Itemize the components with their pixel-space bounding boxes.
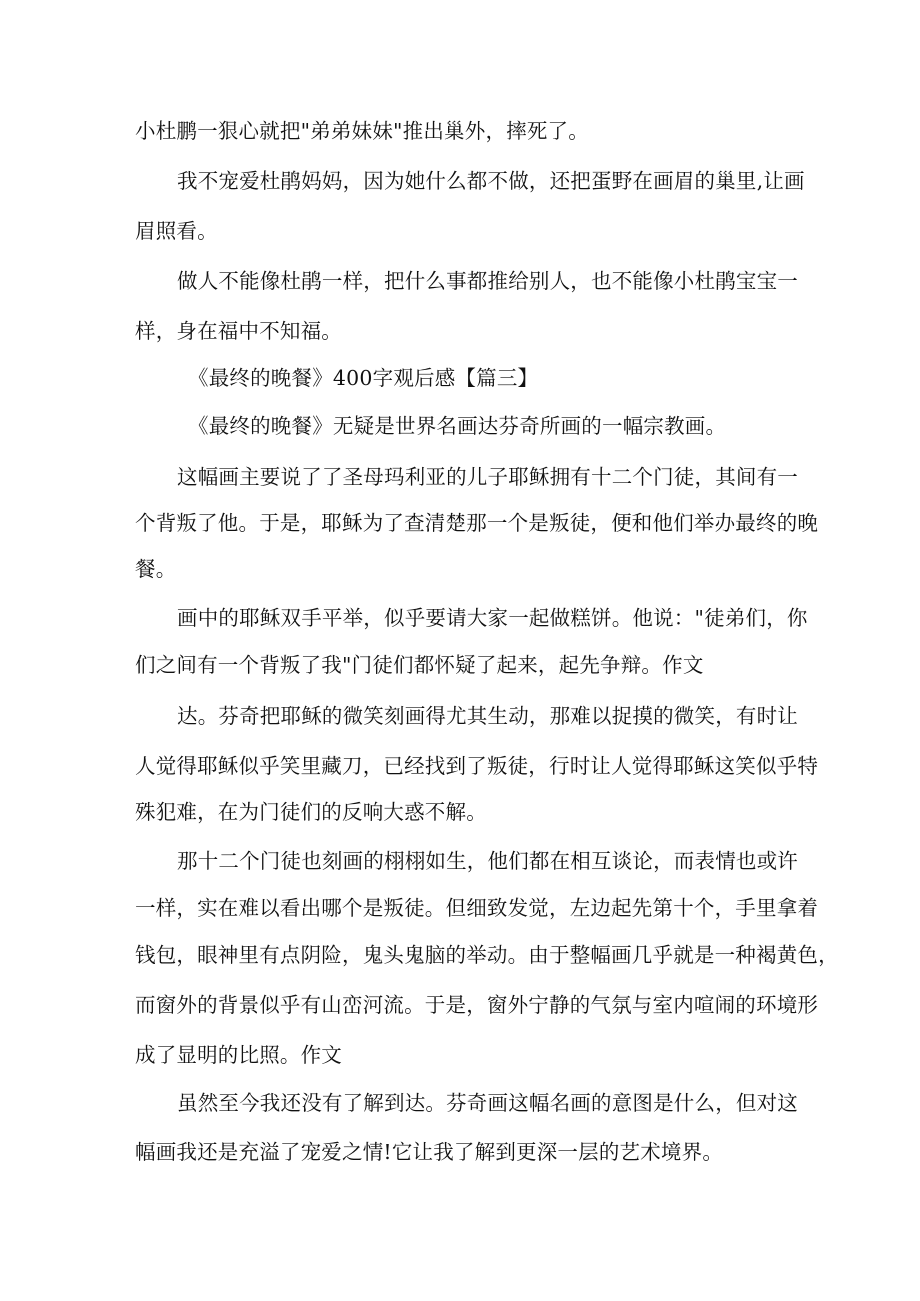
text-line: 小杜鹏一狠心就把"弟弟妹妹"推出巢外，摔死了。: [135, 119, 589, 143]
text-line: 画中的耶稣双手平举，似乎要请大家一起做糕饼。他说："徒弟们，你: [177, 606, 808, 630]
section-heading: 《最终的晚餐》400字观后感【篇三】: [188, 366, 539, 390]
text-line: 人觉得耶稣似乎笑里藏刀，已经找到了叛徒，行时让人觉得耶稣这笑似乎特: [135, 754, 819, 778]
text-line: 做人不能像杜鹃一样，把什么事都推给别人，也不能像小杜鹃宝宝一: [177, 269, 798, 293]
text-line: 我不宠爱杜鹃妈妈，因为她什么都不做，还把蛋野在画眉的巢里,让画: [177, 169, 805, 193]
text-line: 眉照看。: [135, 219, 218, 243]
text-line: 这幅画主要说了了圣母玛利亚的儿子耶稣拥有十二个门徒，其间有一: [177, 465, 798, 489]
text-line: 虽然至今我还没有了解到达。芬奇画这幅名画的意图是什么，但对这: [177, 1091, 798, 1115]
text-line: 样，身在福中不知福。: [135, 319, 342, 343]
text-line: 餐。: [135, 557, 177, 581]
text-line: 个背叛了他。于是，耶稣为了查清楚那一个是叛徒，便和他们举办最终的晚: [135, 511, 819, 535]
text-line: 《最终的晚餐》无疑是世界名画达芬奇所画的一幅宗教画。: [188, 414, 727, 438]
text-line: 殊犯难，在为门徒们的反响大惑不解。: [135, 800, 487, 824]
text-line: 达。芬奇把耶稣的微笑刻画得尤其生动，那难以捉摸的微笑，有时让: [177, 704, 798, 728]
text-line: 一样，实在难以看出哪个是叛徒。但细致发觉，左边起先第十个，手里拿着: [135, 896, 819, 920]
text-line: 钱包，眼神里有点阴险，鬼头鬼脑的举动。由于整幅画几乎就是一种褐黄色，: [135, 943, 839, 967]
text-line: 那十二个门徒也刻画的栩栩如生，他们都在相互谈论，而表情也或许: [177, 849, 798, 873]
text-line: 而窗外的背景似乎有山峦河流。于是，窗外宁静的气氛与室内喧闹的环境形: [135, 993, 819, 1017]
text-line: 幅画我还是充溢了宠爱之情!它让我了解到更深一层的艺术境界。: [135, 1140, 724, 1164]
text-line: 们之间有一个背叛了我"门徒们都怀疑了起来，起先争辩。作文: [135, 653, 704, 677]
text-line: 成了显明的比照。作文: [135, 1043, 342, 1067]
